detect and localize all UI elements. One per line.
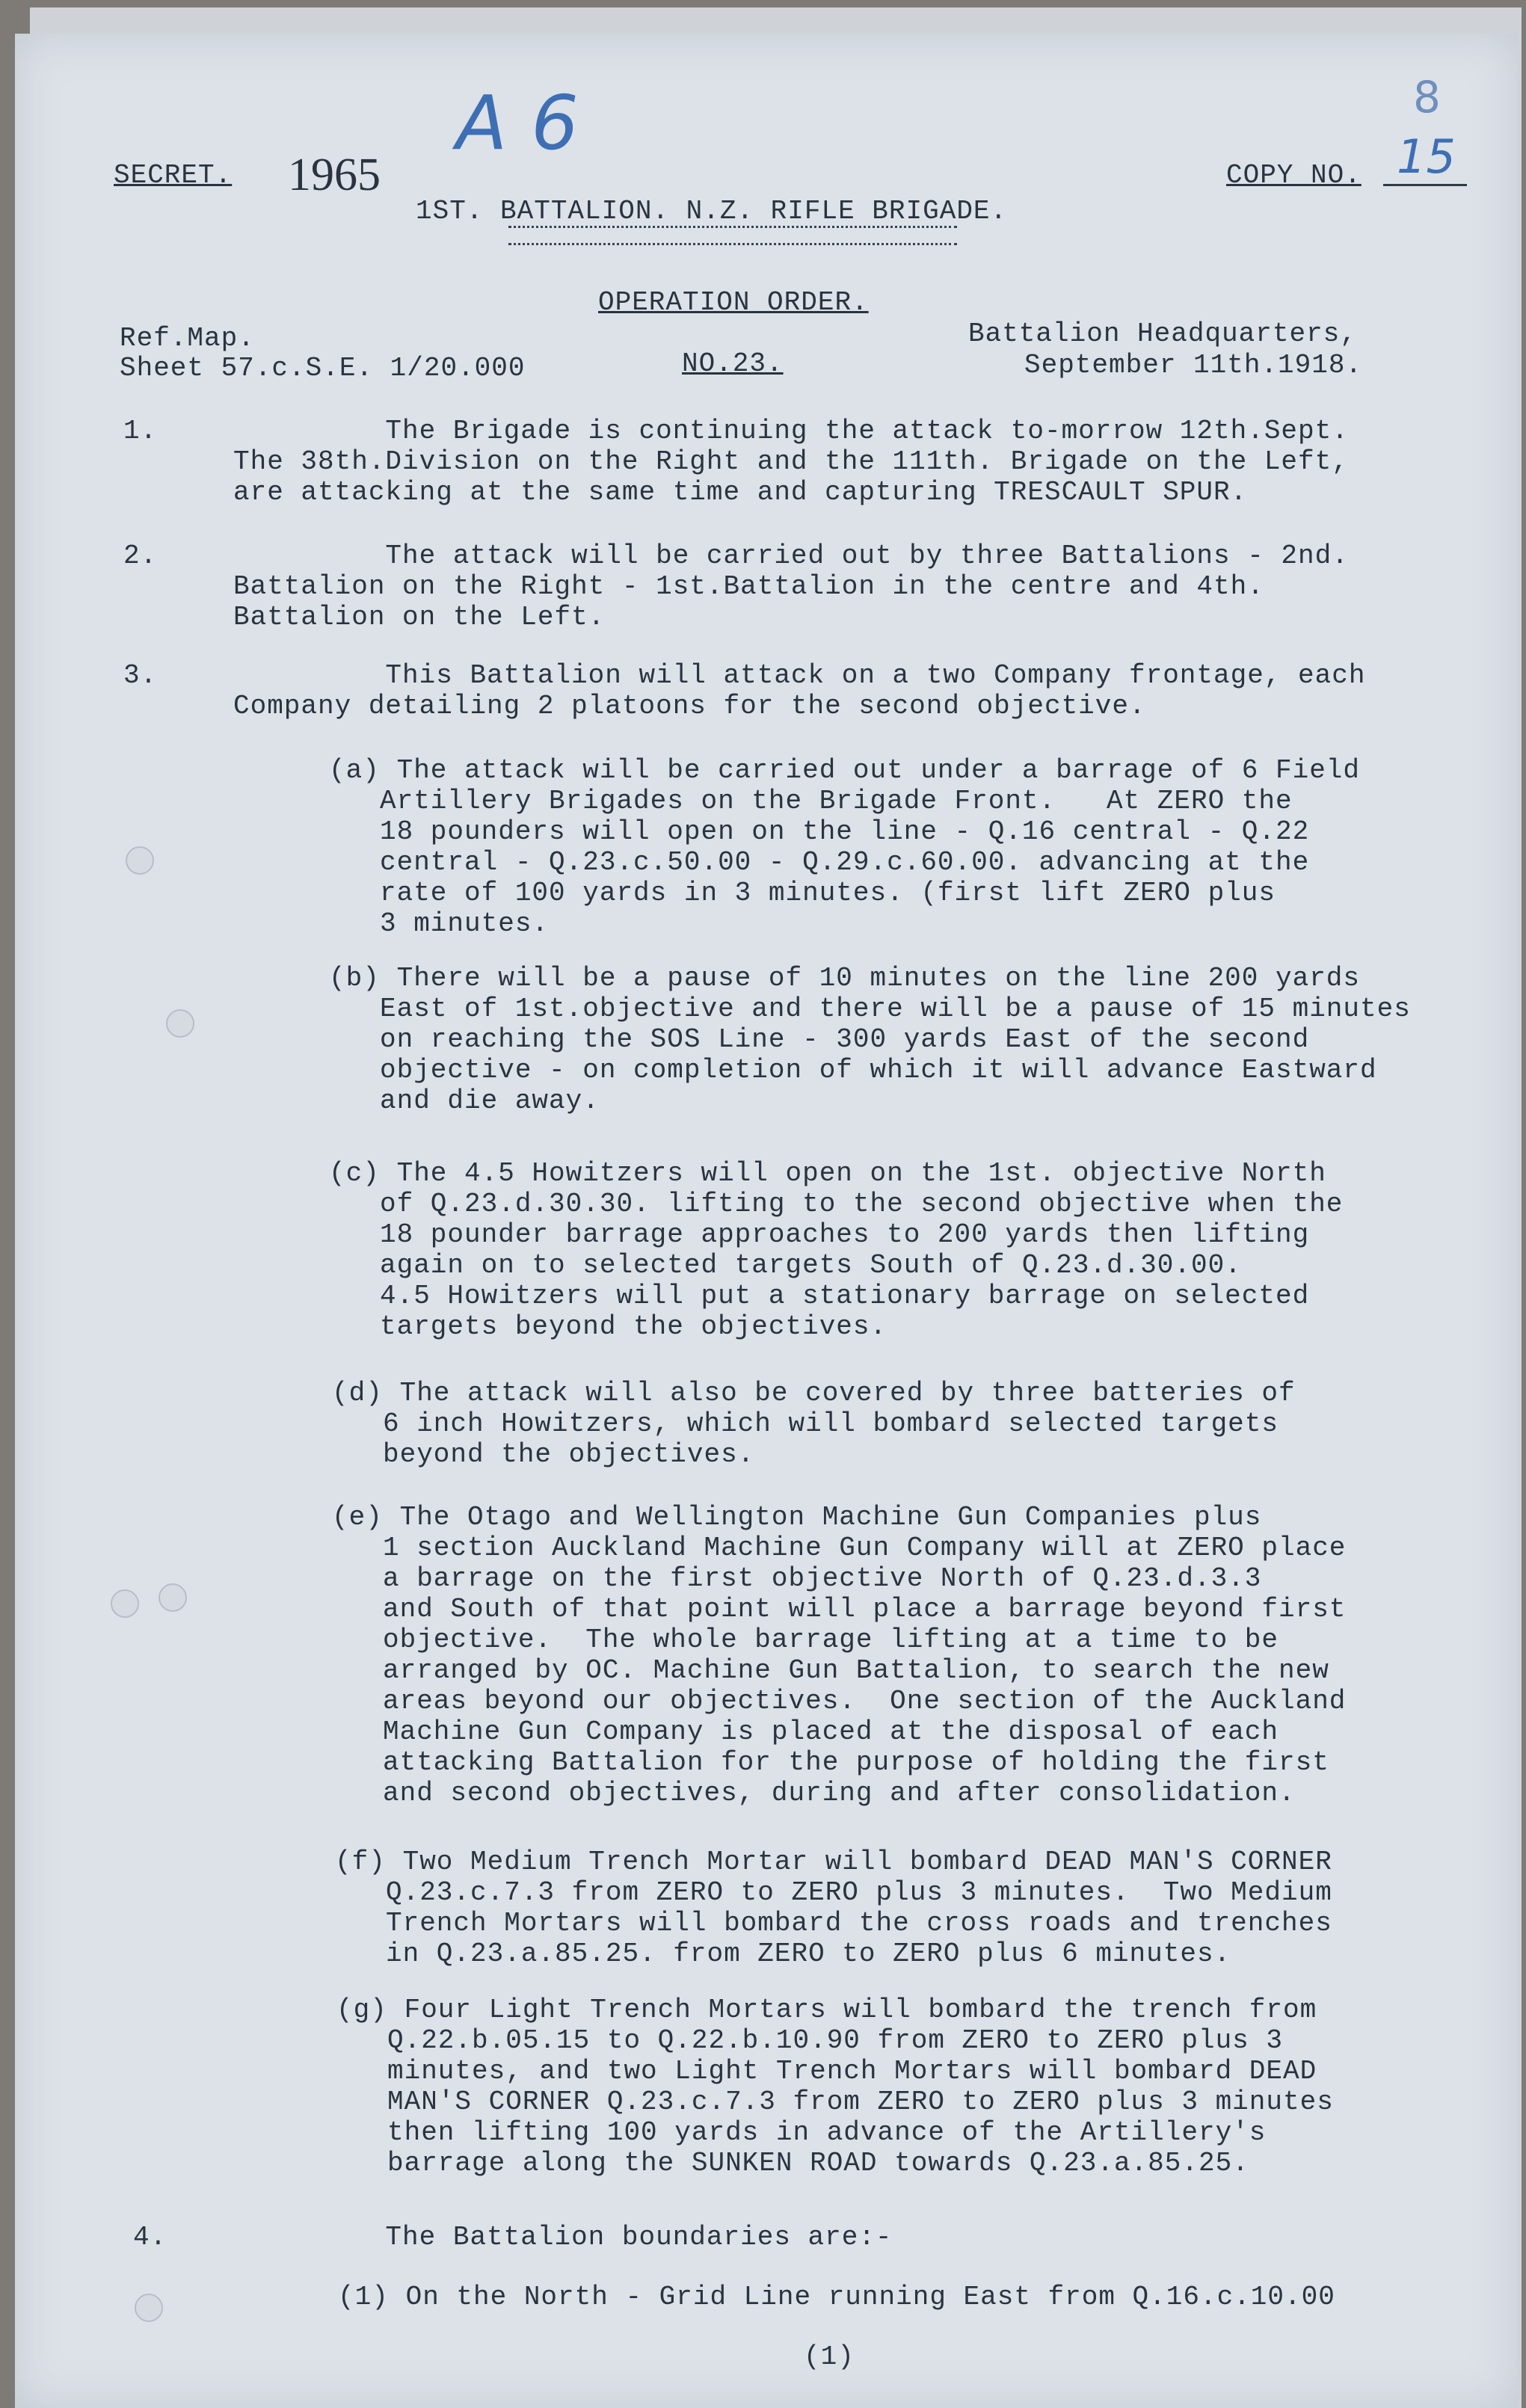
subparagraph-label: (b) [329, 963, 380, 994]
subparagraph-line: of Q.23.d.30.30. lifting to the second objective when the [380, 1189, 1344, 1219]
subparagraph-label: (e) [332, 1502, 383, 1533]
punch-hole [111, 1589, 139, 1618]
subparagraph-line: central - Q.23.c.50.00 - Q.29.c.60.00. advancing at the [380, 847, 1310, 878]
subparagraph-line: again on to selected targets South of Q.23.d.30.00. [380, 1250, 1242, 1281]
paragraph-number: 3. [123, 660, 158, 691]
paragraph-line: Company detailing 2 platoons for the second objective. [233, 691, 1146, 721]
subparagraph-line: Q.22.b.05.15 to Q.22.b.10.90 from ZERO to ZERO plus 3 [387, 2025, 1283, 2056]
subparagraph-line: and second objectives, during and after consolidation. [383, 1778, 1296, 1808]
order-number: NO.23. [682, 348, 784, 379]
copy-label: COPY NO. [1226, 160, 1362, 191]
subparagraph-line: on reaching the SOS Line - 300 yards East of the second [380, 1024, 1310, 1055]
subparagraph-line: barrage along the SUNKEN ROAD towards Q.23.a.85.25. [387, 2148, 1249, 2178]
paragraph-number: 1. [123, 416, 158, 446]
handwritten-page-mark: 8 [1413, 72, 1441, 123]
subparagraph-line: in Q.23.a.85.25. from ZERO to ZERO plus 6 minutes. [386, 1939, 1231, 1969]
subparagraph-line: 4.5 Howitzers will put a stationary barrage on selected [380, 1281, 1310, 1311]
paragraph-line: Battalion on the Right - 1st.Battalion in the centre and 4th. [233, 571, 1264, 602]
subparagraph-line: Q.23.c.7.3 from ZERO to ZERO plus 3 minutes. Two Medium [386, 1877, 1332, 1908]
document-number: 1965 [288, 150, 381, 200]
subparagraph-line: areas beyond our objectives. One section of the Auckland [383, 1686, 1347, 1716]
subparagraph-line: Two Medium Trench Mortar will bombard DEAD MAN'S CORNER [386, 1847, 1332, 1877]
subparagraph-label: (g) [336, 1995, 387, 2025]
subparagraph-label: (1) [338, 2282, 389, 2312]
subparagraph-line: There will be a pause of 10 minutes on the line 200 yards [380, 963, 1361, 994]
punch-hole [126, 846, 154, 875]
secret-marking: SECRET. [114, 160, 233, 191]
subparagraph-line: 3 minutes. [380, 908, 550, 939]
subparagraph-line: The Otago and Wellington Machine Gun Companies plus [383, 1502, 1262, 1533]
ref-map-label: Ref.Map. [120, 323, 255, 354]
page-number: (1) [804, 2341, 855, 2372]
copy-number-underline [1383, 184, 1467, 186]
subparagraph-line: 18 pounder barrage approaches to 200 yards then lifting [380, 1219, 1310, 1250]
paragraph-number: 2. [123, 541, 158, 571]
handwritten-reference: A 6 [456, 79, 579, 167]
paragraph-line: The Battalion boundaries are:- [233, 2222, 893, 2253]
subparagraph-line: Machine Gun Company is placed at the disposal of each [383, 1716, 1279, 1747]
subparagraph-line: arranged by OC. Machine Gun Battalion, to search the new [383, 1655, 1329, 1686]
subparagraph-line: Four Light Trench Mortars will bombard the trench from [387, 1995, 1317, 2025]
subparagraph-line: 1 section Auckland Machine Gun Company will at ZERO place [383, 1533, 1347, 1563]
subparagraph-line: On the North - Grid Line running East from Q.16.c.10.00 [389, 2282, 1335, 2312]
paragraph-line: are attacking at the same time and capturing TRESCAULT SPUR. [233, 477, 1248, 508]
subparagraph-line: The 4.5 Howitzers will open on the 1st. objective North [380, 1158, 1326, 1189]
subparagraph-line: 6 inch Howitzers, which will bombard selected targets [383, 1408, 1279, 1439]
subparagraph-line: The attack will be carried out under a barrage of 6 Field [380, 755, 1361, 786]
subparagraph-line: The attack will also be covered by three batteries of [383, 1378, 1296, 1408]
subparagraph-line: minutes, and two Light Trench Mortars will bombard DEAD [387, 2056, 1317, 2087]
subparagraph-line: Artillery Brigades on the Brigade Front. At ZERO the [380, 786, 1293, 816]
subparagraph-line: and South of that point will place a barrage beyond first [383, 1594, 1347, 1625]
subparagraph-line: rate of 100 yards in 3 minutes. (first lift ZERO plus [380, 878, 1276, 908]
paragraph-line: This Battalion will attack on a two Company frontage, each [233, 660, 1366, 691]
paragraph-number: 4. [133, 2222, 167, 2253]
subparagraph-line: a barrage on the first objective North of Q.23.d.3.3 [383, 1563, 1262, 1594]
subparagraph-label: (d) [332, 1378, 383, 1408]
subparagraph-line: attacking Battalion for the purpose of holding the first [383, 1747, 1329, 1778]
unit-title: 1ST. BATTALION. N.Z. RIFLE BRIGADE. [416, 196, 1008, 227]
subparagraph-line: beyond the objectives. [383, 1439, 755, 1470]
subparagraph-line: MAN'S CORNER Q.23.c.7.3 from ZERO to ZERO plus 3 minutes [387, 2087, 1334, 2117]
subparagraph-label: (c) [329, 1158, 380, 1189]
subparagraph-line: objective. The whole barrage lifting at a time to be [383, 1625, 1279, 1655]
paragraph-line: Battalion on the Left. [233, 602, 606, 632]
punch-hole [135, 2294, 163, 2322]
paragraph-line: The Brigade is continuing the attack to-morrow 12th.Sept. [233, 416, 1349, 446]
subparagraph-line: 18 pounders will open on the line - Q.16 central - Q.22 [380, 816, 1310, 847]
ref-map-sheet: Sheet 57.c.S.E. 1/20.000 [120, 353, 526, 384]
subparagraph-line: targets beyond the objectives. [380, 1311, 887, 1342]
hq-date: September 11th.1918. [1024, 350, 1363, 381]
unit-title-underline [508, 226, 957, 245]
subparagraph-line: Trench Mortars will bombard the cross roads and trenches [386, 1908, 1332, 1939]
punch-hole [159, 1583, 187, 1612]
subparagraph-line: and die away. [380, 1086, 600, 1116]
paragraph-line: The attack will be carried out by three Battalions - 2nd. [233, 541, 1349, 571]
subparagraph-label: (f) [335, 1847, 386, 1877]
subparagraph-line: then lifting 100 yards in advance of the Artillery's [387, 2117, 1267, 2148]
subparagraph-label: (a) [329, 755, 380, 786]
paragraph-line: The 38th.Division on the Right and the 111th. Brigade on the Left, [233, 446, 1349, 477]
subparagraph-line: objective - on completion of which it will advance Eastward [380, 1055, 1377, 1086]
subparagraph-line: East of 1st.objective and there will be a pause of 15 minutes [380, 994, 1411, 1024]
order-title: OPERATION ORDER. [598, 287, 869, 318]
copy-number: 15 [1397, 129, 1456, 184]
punch-hole [166, 1009, 194, 1038]
hq-location: Battalion Headquarters, [968, 318, 1357, 349]
